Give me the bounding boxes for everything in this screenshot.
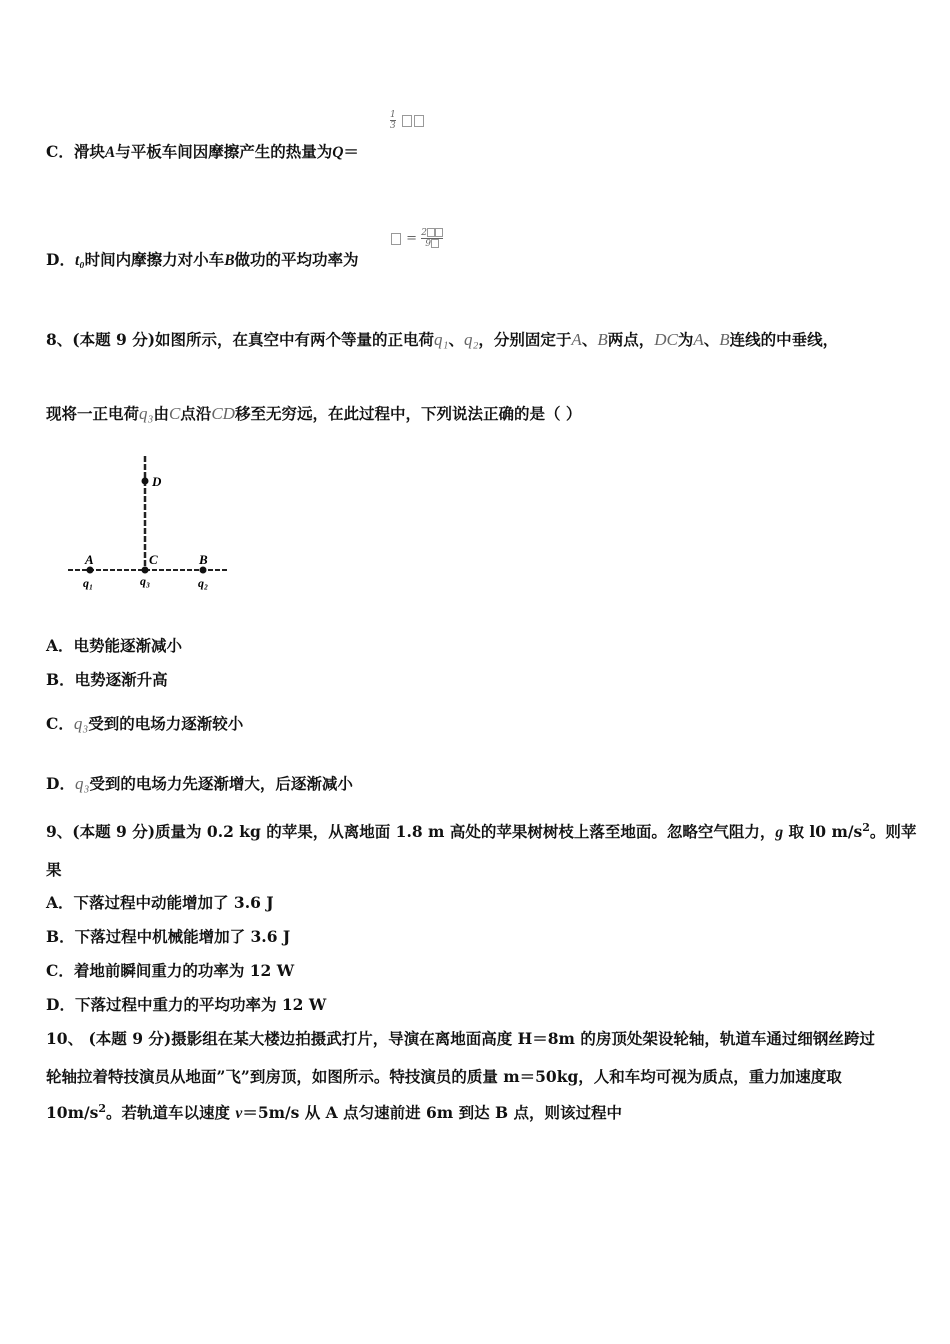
q8-figure <box>60 448 235 596</box>
q9-stem-line2: 果 <box>46 860 62 879</box>
point-d <box>142 478 149 485</box>
q7d-formula: = $\frac{2}{9}$ <box>390 228 443 249</box>
q9-option-c: C．着地前瞬间重力的功率为 12 W <box>46 961 295 980</box>
label-a: A <box>85 552 94 567</box>
q8-option-d: D．q₃受到的电场力先逐渐增大，后逐渐减小 <box>46 774 353 793</box>
q9-option-a: A．下落过程中动能增加了 3.6 J <box>46 893 274 912</box>
q9-option-b: B．下落过程中机械能增加了 3.6 J <box>46 927 291 946</box>
q8-stem-line1: 8、(本题 9 分)如图所示，在真空中有两个等量的正电荷q₁、q₂，分别固定于A、B两点，DC为A、B连线的中垂线， <box>46 330 839 349</box>
point-a <box>87 567 94 574</box>
q7-option-c: C．滑块A与平板车间因摩擦产生的热量为Q＝ <box>46 142 359 161</box>
q8-option-c: C．q₃受到的电场力逐渐较小 <box>46 714 244 733</box>
q7c-formula: $\frac{1}{3}$ <box>390 110 425 131</box>
q8-option-a: A．电势能逐渐减小 <box>46 636 183 655</box>
q7-option-d: D．t₀时间内摩擦力对小车B做功的平均功率为 <box>46 250 359 269</box>
label-d: D <box>152 474 162 489</box>
q8-option-b: B．电势逐渐升高 <box>46 670 168 689</box>
q9-stem-line1: 9、(本题 9 分)质量为 0.2 kg 的苹果，从离地面 1.8 m 高处的苹果树树枝上落至地面。忽略空气阻力，g 取 l0 $m/s^2$。则苹 <box>46 820 917 841</box>
q8-stem-line2: 现将一正电荷q₃由C点沿CD移至无穷远，在此过程中，下列说法正确的是（ ） <box>46 404 582 423</box>
label-b: B <box>199 552 208 567</box>
q10-stem-line2: 轮轴拉着特技演员从地面”飞”到房顶，如图所示。特技演员的质量 m＝50kg，人和车均可视为质点，重力加速度取 <box>46 1067 842 1086</box>
label-c: C <box>149 552 158 567</box>
point-b <box>200 567 207 574</box>
q10-stem-line3: $10m/s^2$。若轨道车以速度 v＝5m/s 从 A 点匀速前进 6m 到达 B 点，则该过程中 <box>46 1101 622 1122</box>
point-c <box>142 567 149 574</box>
q10-stem-line1: 10、 (本题 9 分)摄影组在某大楼边拍摄武打片，导演在离地面高度 H＝8m 的房顶处架设轮轴，轨道车通过细钢丝跨过 <box>46 1029 875 1048</box>
label-q1: q₁ <box>83 576 94 590</box>
label-q3: q₃ <box>140 574 151 588</box>
q9-option-d: D．下落过程中重力的平均功率为 12 W <box>46 995 327 1014</box>
label-q2: q₂ <box>198 576 209 590</box>
